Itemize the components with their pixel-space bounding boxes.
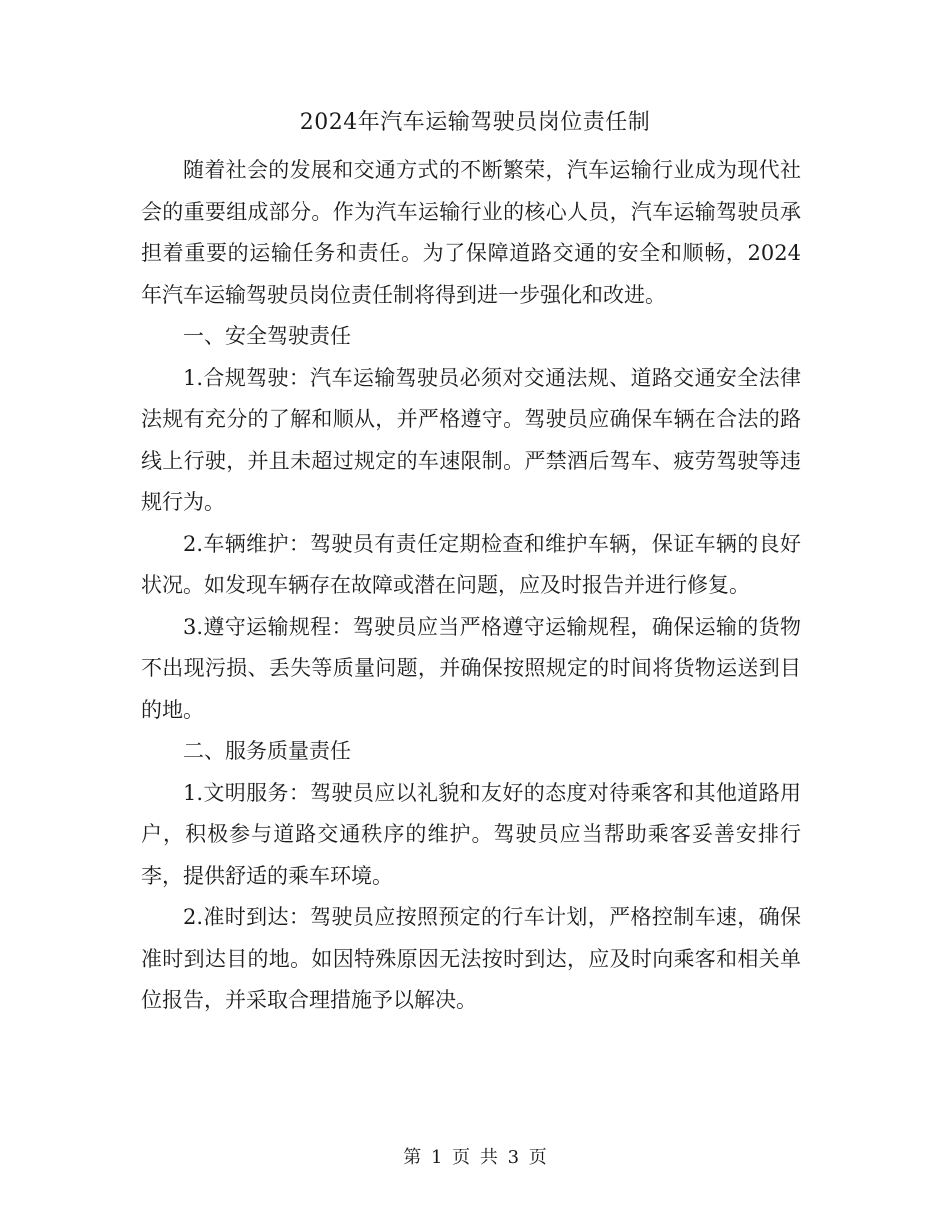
paragraph-on-time-arrival: 2.准时到达：驾驶员应按照预定的行车计划，严格控制车速，确保准时到达目的地。如因特殊原因无法按时到达，应及时向乘客和相关单位报告，并采取合理措施予以解决。 — [141, 905, 801, 1012]
paragraph-vehicle-maintenance: 2.车辆维护：驾驶员有责任定期检查和维护车辆，保证车辆的良好状况。如发现车辆存在故障或潜在问题，应及时报告并进行修复。 — [141, 531, 801, 597]
paragraph-compliant-driving: 1.合规驾驶：汽车运输驾驶员必须对交通法规、道路交通安全法律法规有充分的了解和顺从，并严格遵守。驾驶员应确保车辆在合法的路线上行驶，并且未超过规定的车速限制。严禁酒后驾车、疲劳驾驶等违规行为。 — [141, 365, 801, 514]
page-number-footer: 第 1 页 共 3 页 — [403, 1147, 547, 1168]
document-title: 2024年汽车运输驾驶员岗位责任制 — [299, 110, 651, 135]
intro-paragraph: 随着社会的发展和交通方式的不断繁荣，汽车运输行业成为现代社会的重要组成部分。作为汽车运输行业的核心人员，汽车运输驾驶员承担着重要的运输任务和责任。为了保障道路交通的安全和顺畅，2024年汽车运输驾驶员岗位责任制将得到进一步强化和改进。 — [141, 158, 801, 307]
section-heading-service: 二、服务质量责任 — [183, 739, 351, 763]
paragraph-civilized-service: 1.文明服务：驾驶员应以礼貌和友好的态度对待乘客和其他道路用户，积极参与道路交通秩序的维护。驾驶员应当帮助乘客妥善安排行李，提供舒适的乘车环境。 — [141, 780, 801, 888]
paragraph-transport-rules: 3.遵守运输规程：驾驶员应当严格遵守运输规程，确保运输的货物不出现污损、丢失等质量问题，并确保按照规定的时间将货物运送到目的地。 — [141, 614, 801, 722]
section-heading-safety: 一、安全驾驶责任 — [183, 324, 351, 348]
document-body — [141, 150, 801, 1022]
